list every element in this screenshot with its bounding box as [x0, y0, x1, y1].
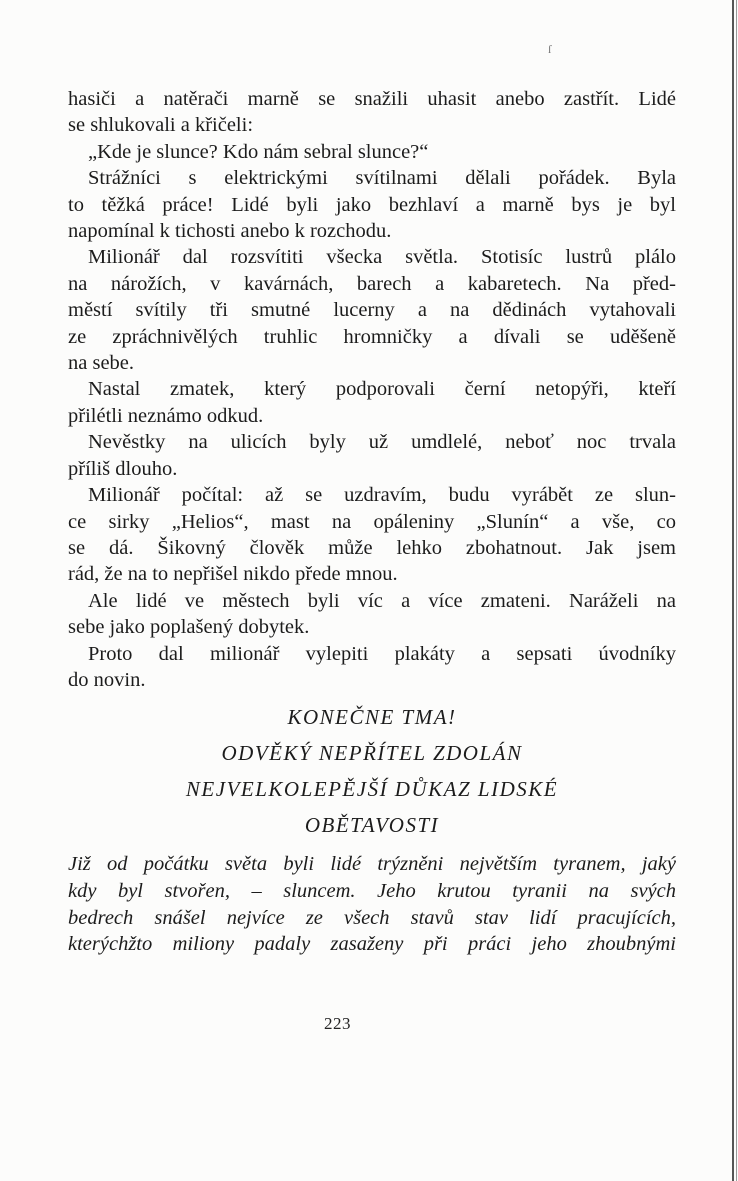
paragraph — [68, 429, 676, 482]
headline: OBĚTAVOSTI — [304, 813, 440, 838]
text-line: sebe jako poplašený dobytek. — [68, 616, 310, 639]
text-line: příliš dlouho. — [68, 457, 178, 480]
text-line: přilétli neznámo odkud. — [68, 404, 264, 427]
paragraph — [68, 86, 676, 139]
text-line: ce sirky „Helios“, mast na opáleniny „Slunín“ a vše, co — [68, 510, 676, 533]
text-line: kdy byl stvořen, – sluncem. Jeho krutou tyranii na svých — [68, 879, 676, 902]
text-line: Proto dal milionář vylepiti plakáty a sepsati úvodníky — [88, 642, 676, 665]
text-line: kterýchžto miliony padaly zasaženy při práci jeho zhoubnými — [68, 933, 676, 956]
text-line: se shlukovali a křičeli: — [68, 114, 254, 137]
text-line: to těžká práce! Lidé byli jako bezhlaví a marně bys je byl — [68, 193, 676, 216]
text-line: na sebe. — [68, 352, 135, 375]
body-text — [68, 86, 676, 958]
text-line: rád, že na to nepřišel nikdo přede mnou. — [68, 563, 398, 586]
text-line: ze zpráchnivělých truhlic hromničky a dívali se uděšeně — [68, 325, 676, 348]
text-line: hasiči a natěrači marně se snažili uhasit anebo zastřít. Lidé — [68, 88, 676, 110]
newspaper-headlines — [68, 699, 676, 843]
headline: NEJVELKOLEPĚJŠÍ DŮKAZ LIDSKÉ — [185, 777, 559, 802]
text-line: se dá. Šikovný člověk může lehko zbohatnout. Jak jsem — [68, 536, 676, 559]
text-line: Milionář počítal: až se uzdravím, budu vyrábět ze slun- — [88, 484, 676, 507]
corner-mark: ſ — [548, 42, 552, 56]
italic-editorial-paragraph — [68, 851, 676, 957]
paragraph — [68, 482, 676, 588]
page-edge-line — [732, 0, 734, 1181]
text-line: na nárožích, v kavárnách, barech a kabaretech. Na před- — [68, 272, 676, 295]
headline: ODVĚKÝ NEPŘÍTEL ZDOLÁN — [221, 741, 523, 766]
paragraph — [68, 588, 676, 641]
text-line: do novin. — [68, 668, 146, 691]
page-edge-line-outer — [736, 0, 737, 1181]
text-line: Ale lidé ve městech byli víc a více zmateni. Naráželi na — [88, 589, 676, 612]
text-line: Nevěstky na ulicích byly už umdlelé, neboť noc trvala — [88, 431, 676, 454]
paragraph — [68, 165, 676, 244]
text-line: Strážníci s elektrickými svítilnami dělali pořádek. Byla — [88, 167, 676, 190]
text-line: Nastal zmatek, který podporovali černí netopýři, kteří — [88, 378, 676, 401]
text-line: Již od počátku světa byli lidé trýzněni největším tyranem, jaký — [68, 853, 676, 876]
paragraph — [68, 641, 676, 694]
paragraph — [68, 244, 676, 376]
text-line: „Kde je slunce? Kdo nám sebral slunce?“ — [88, 140, 429, 163]
paragraph — [68, 376, 676, 429]
page-number: 223 — [324, 1014, 351, 1033]
text-line: městí svítily tři smutné lucerny a na dědinách vytahovali — [68, 299, 676, 322]
text-line: bedrech snášel nejvíce ze všech stavů stav lidí pracujících, — [68, 906, 676, 929]
headline: KONEČNE TMA! — [287, 705, 457, 730]
text-line: napomínal k tichosti anebo k rozchodu. — [68, 220, 392, 243]
paragraph — [68, 139, 676, 165]
text-line: Milionář dal rozsvítiti všecka světla. Stotisíc lustrů plálo — [88, 246, 676, 269]
